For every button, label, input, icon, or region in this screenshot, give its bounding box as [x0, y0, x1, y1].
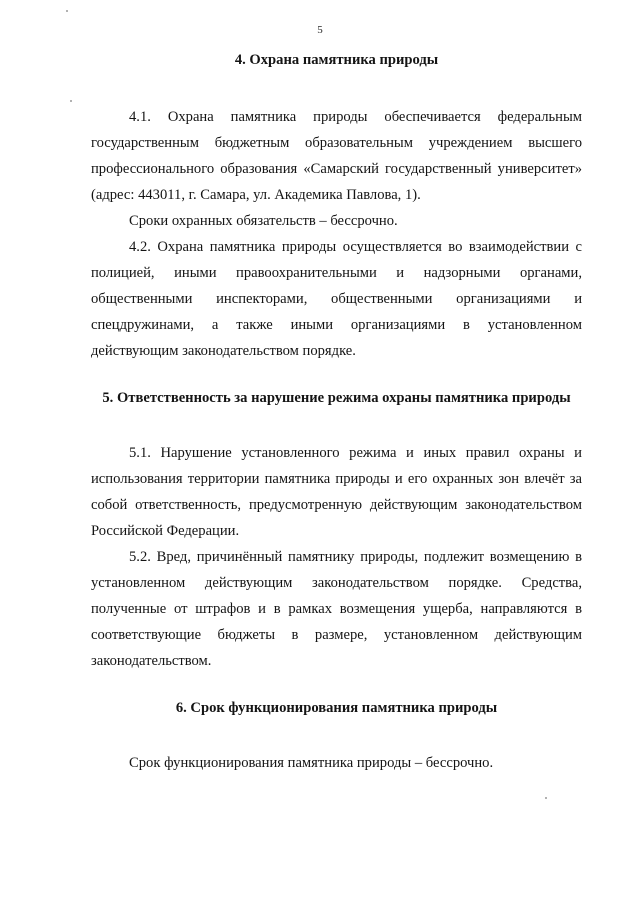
- section-5-heading: 5. Ответственность за нарушение режима охраны памятника природы: [102, 390, 571, 406]
- page-number: 5: [317, 24, 323, 36]
- section-4-heading: 4. Охрана памятника природы: [234, 52, 439, 68]
- spacer: [91, 408, 582, 440]
- spacer: [91, 718, 582, 750]
- scan-speck: [70, 100, 72, 102]
- section-5-paragraph-2: 5.2. Вред, причинённый памятнику природы, подлежит возмещению в установленном действующим законодательством порядке. Средства, полученные от штрафов и в рамках возмещения ущерба, направляются в соответствующие бюджеты в размере, установленном действующим законодательством.: [91, 549, 582, 669]
- section-4-paragraph-1: 4.1. Охрана памятника природы обеспечивается федеральным государственным бюджетным образовательным учреждением высшего профессионального образования «Самарский государственный университет» (адрес: 443011, г. Самара, ул. Академика Павлова, 1).: [91, 109, 582, 203]
- scan-speck: [545, 797, 547, 799]
- spacer: [91, 364, 582, 388]
- section-6-paragraph-1: Срок функционирования памятника природы – бессрочно.: [129, 755, 494, 771]
- scan-speck: [66, 10, 68, 12]
- section-4-paragraph-3: 4.2. Охрана памятника природы осуществляется во взаимодействии с полицией, иными правоохранительными и надзорными органами, общественными инспекторами, общественными организациями и спецдружинами, а также иными организациями в установленном действующим законодательством порядке.: [91, 239, 582, 359]
- section-5-paragraph-1: 5.1. Нарушение установленного режима и иных правил охраны и использования территории памятника природы и его охранных зон влечёт за собой ответственность, предусмотренную действующим законодательством Российской Федерации.: [91, 445, 582, 539]
- section-4-paragraph-2: Сроки охранных обязательств – бессрочно.: [129, 213, 398, 229]
- section-6-heading: 6. Срок функционирования памятника природы: [175, 700, 498, 716]
- document-body: [91, 50, 582, 776]
- spacer: [91, 70, 582, 104]
- spacer: [91, 674, 582, 698]
